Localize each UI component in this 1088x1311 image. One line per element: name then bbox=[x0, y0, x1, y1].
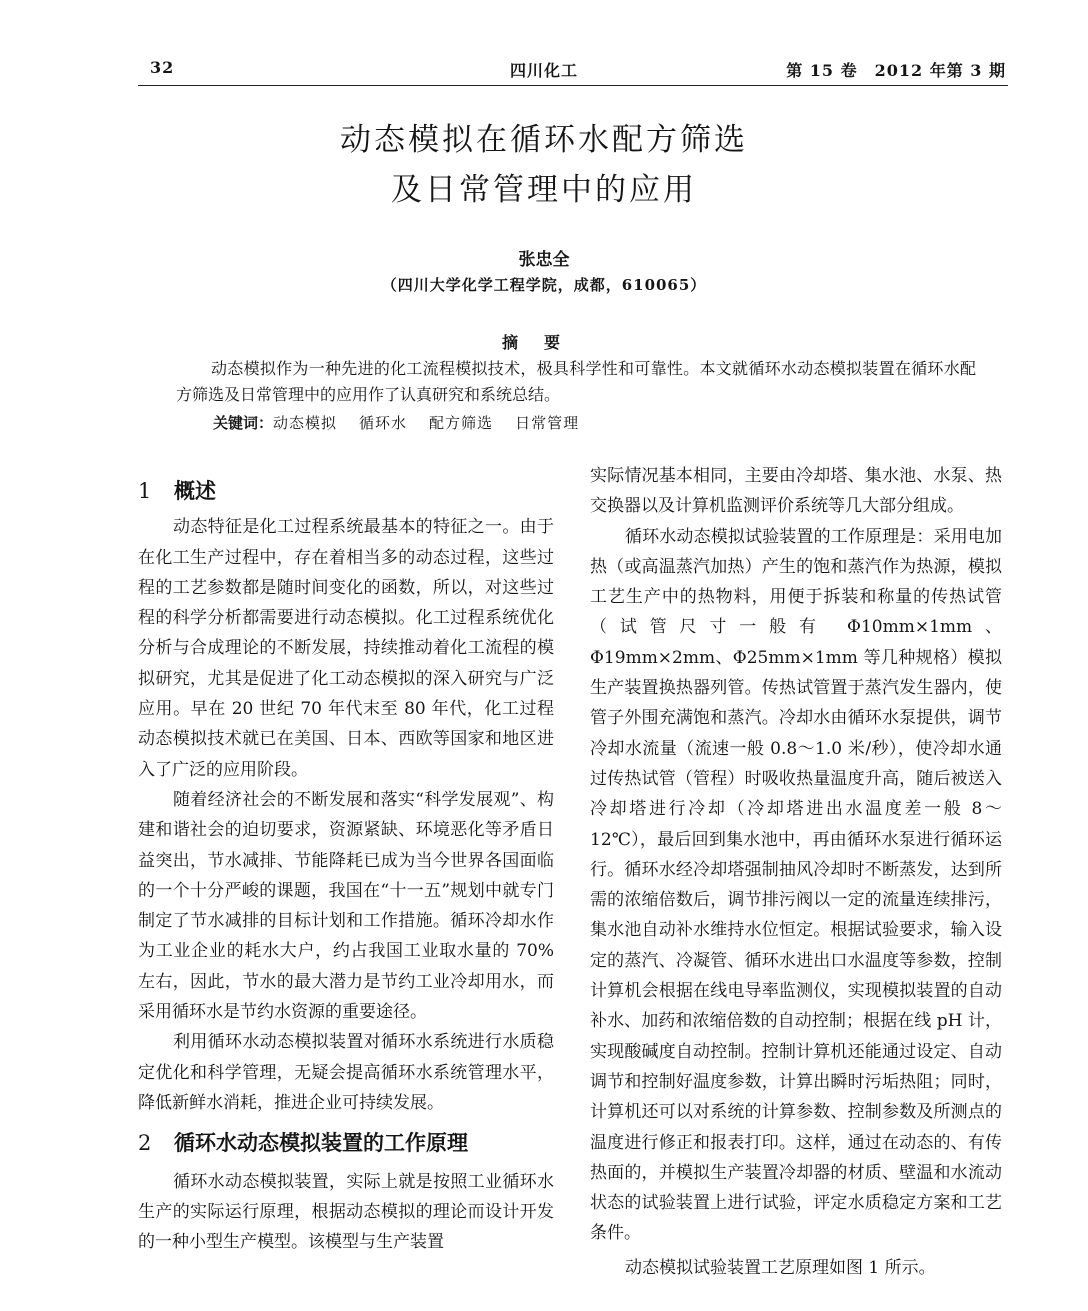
keywords-label: 关键词： bbox=[213, 414, 274, 432]
paragraph: 利用循环水动态模拟装置对循环水系统进行水质稳定优化和科学管理，无疑会提高循环水系统管理水平，降低新鲜水消耗，推进企业可持续发展。 bbox=[138, 1032, 554, 1113]
title-line-1: 动态模拟在循环水配方筛选 bbox=[340, 122, 748, 158]
right-column bbox=[590, 461, 1002, 1283]
volume-issue: 第 15 卷 2012 年第 3 期 bbox=[786, 61, 1006, 80]
abstract-heading: 摘要 bbox=[501, 333, 586, 352]
section-title: 循环水动态模拟装置的工作原理 bbox=[174, 1131, 468, 1156]
paragraph: 随着经济社会的不断发展和落实“科学发展观”、构建和谐社会的迫切要求，资源紧缺、环境恶化等矛盾日益突出，节水减排、节能降耗已成为当今世界各国面临的一个十分严峻的课题，我国在“十一五”规划中就专门制定了节水减排的目标计划和工作措施。循环冷却水作为工业企业的耗水大户，约占我国工业取水量的 70% 左右，因此，节水的最大潜力是节约工业冷却用水，而采用循环水是节约水资源的重要途径。 bbox=[138, 789, 554, 1023]
paragraph: 循环水动态模拟试验装置的工作原理是：采用电加热（或高温蒸汽加热）产生的饱和蒸汽作为热源，模拟工艺生产中的热物料，用便于拆装和称量的传热试管（试管尺寸一般有 Φ10mm×1mm、Φ19mm×2mm、Φ25mm×1mm 等几种规格）模拟生产装置换热器列管。传热试管置于蒸汽发生器内，使管子外围充满饱和蒸汽。冷却水由循环水泵提供，调节冷却水流量（流速一般 0.8～1.0 米/秒），使冷却水通过传热试管（管程）时吸收热量温度升高，随后被送入冷却塔进行冷却（冷却塔进出水温度差一般 8～12℃），最后回到集水池中，再由循环水泵进行循环运行。循环水经冷却塔强制抽风冷却时不断蒸发，达到所需的浓缩倍数后，调节排污阀以一定的流量连续排污，集水池自动补水维持水位恒定。根据试验要求，输入设定的蒸汽、冷凝管、循环水进出口水温度等参数，控制计算机会根据在线电导率监测仪，实现模拟装置的自动补水、加药和浓缩倍数的自动控制；根据在线 pH 计，实现酸碱度自动控制。控制计算机还能通过设定、自动调节和控制好温度参数，计算出瞬时污垢热阻；同时，计算机还可以对系统的计算参数、控制参数及所测点的温度进行修正和报表打印。这样，通过在动态的、有传热面的，并模拟生产装置冷却器的材质、壁温和水流动状态的试验装置上进行试验，评定水质稳定方案和工艺条件。 bbox=[590, 526, 1002, 1244]
section-title: 概述 bbox=[174, 479, 216, 503]
journal-name: 四川化工 bbox=[509, 61, 578, 80]
keywords bbox=[213, 412, 601, 433]
keyword: 动态模拟 bbox=[273, 414, 338, 432]
keyword: 日常管理 bbox=[515, 414, 580, 432]
section-1-heading bbox=[138, 476, 554, 506]
section-number: 2 bbox=[138, 1131, 152, 1156]
keyword: 循环水 bbox=[359, 414, 408, 432]
abstract-text: 动态模拟作为一种先进的化工流程模拟技术，极具科学性和可靠性。本文就循环水动态模拟装置在循环水配方筛选及日常管理中的应用作了认真研究和系统总结。 bbox=[176, 359, 976, 404]
paragraph-continuation: 实际情况基本相同，主要由冷却塔、集水池、水泵、热交换器以及计算机监测评价系统等几大部分组成。 bbox=[590, 466, 1002, 517]
paragraph: 动态特征是化工过程系统最基本的特征之一。由于在化工生产过程中，存在着相当多的动态过程，这些过程的工艺参数都是随时间变化的函数，所以，对这些过程的科学分析都需要进行动态模拟。化工过程系统优化分析与合成理论的不断发展，持续推动着化工流程的模拟研究，尤其是促进了化工动态模拟的深入研究与广泛应用。早在 20 世纪 70 年代末至 80 年代，化工过程动态模拟技术就已在美国、日本、西欧等国家和地区进入了广泛的应用阶段。 bbox=[138, 517, 554, 780]
page-number: 32 bbox=[150, 58, 175, 77]
affiliation: （四川大学化学工程学院，成都，610065） bbox=[381, 276, 707, 294]
keyword: 配方筛选 bbox=[429, 414, 494, 432]
title-line-2: 及日常管理中的应用 bbox=[391, 172, 697, 208]
author: 张忠全 bbox=[518, 250, 570, 270]
section-number: 1 bbox=[138, 479, 152, 503]
paragraph: 动态模拟试验装置工艺原理如图 1 所示。 bbox=[625, 1257, 936, 1278]
left-column bbox=[138, 476, 554, 1257]
paragraph: 循环水动态模拟装置，实际上就是按照工业循环水生产的实际运行原理，根据动态模拟的理论而设计开发的一种小型生产模型。该模型与生产装置 bbox=[138, 1171, 554, 1253]
header-rule bbox=[138, 85, 1008, 86]
section-2-heading bbox=[138, 1128, 554, 1158]
